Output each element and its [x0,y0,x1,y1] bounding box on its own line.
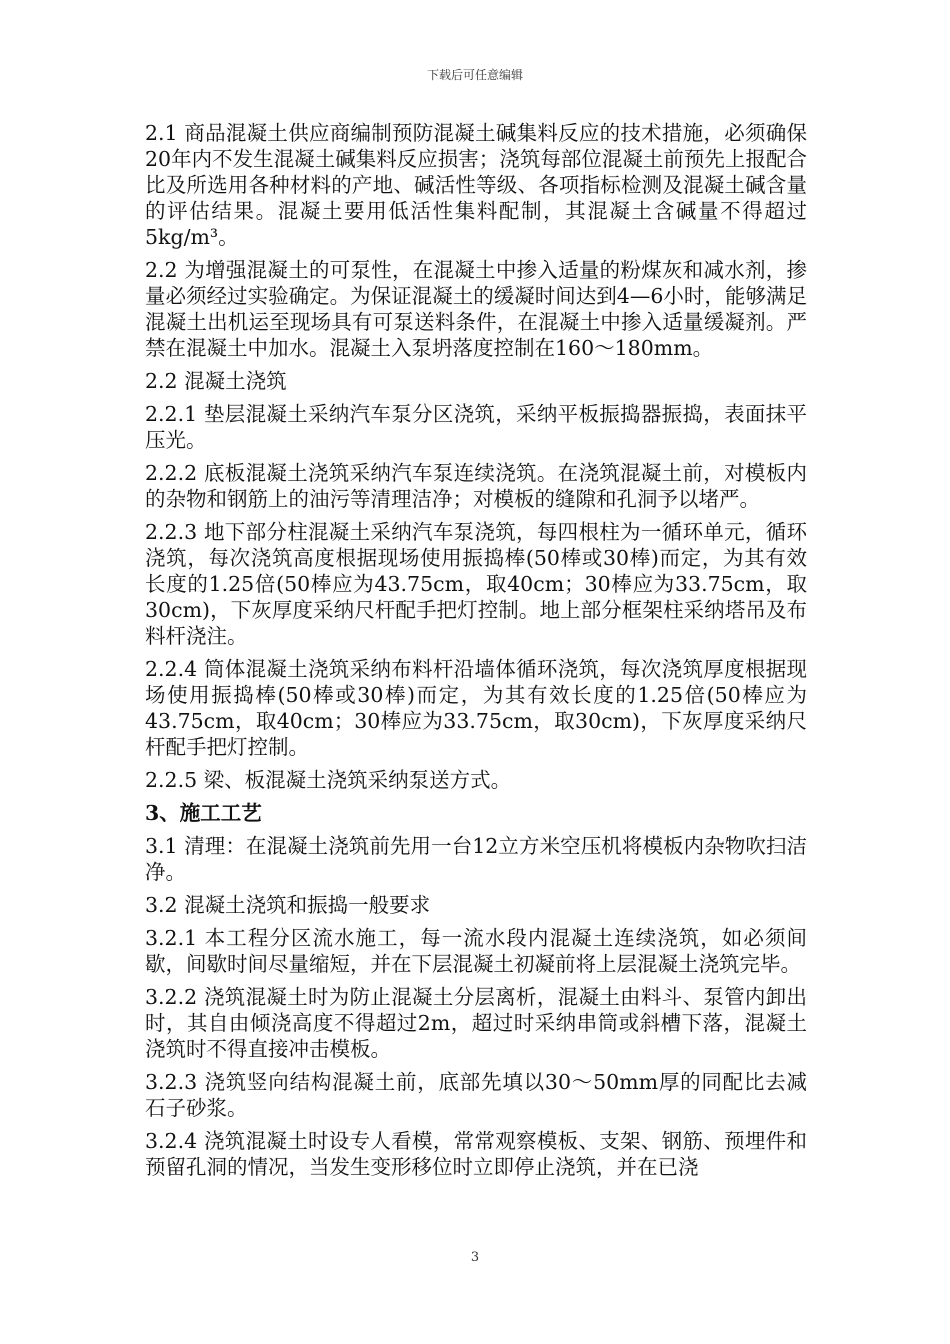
paragraph: 2.1 商品混凝土供应商编制预防混凝土碱集料反应的技术措施，必须确保20年内不发生混凝土碱集料反应损害；浇筑每部位混凝土前预先上报配合比及所选用各种材料的产地、碱活性等级、各项指标检测及混凝土碱含量的评估结果。混凝土要用低活性集料配制，其混凝土含碱量不得超过5kg/m³。 [145,121,807,249]
paragraph: 3.2.3 浇筑竖向结构混凝土前，底部先填以30～50mm厚的同配比去减石子砂浆。 [145,1070,807,1120]
paragraph: 2.2 为增强混凝土的可泵性，在混凝土中掺入适量的粉煤灰和减水剂，掺量必须经过实验确定。为保证混凝土的缓凝时间达到4—6小时，能够满足混凝土出机运至现场具有可泵送料条件，在混凝土中掺入适量缓凝剂。严禁在混凝土中加水。混凝土入泵坍落度控制在160～180mm。 [145,258,807,360]
page-number: 3 [470,1250,480,1265]
paragraph: 2.2.4 筒体混凝土浇筑采纳布料杆沿墙体循环浇筑，每次浇筑厚度根据现场使用振捣棒(50棒或30棒)而定，为其有效长度的1.25倍(50棒应为43.75cm，取40cm；30棒应为33.75cm，取30cm)，下灰厚度采纳尺杆配手把灯控制。 [145,657,807,759]
section-heading: 3、施工工艺 [145,801,262,825]
paragraph: 2.2.1 垫层混凝土采纳汽车泵分区浇筑，采纳平板振捣器振捣，表面抹平压光。 [145,402,807,452]
paragraph: 2.2.2 底板混凝土浇筑采纳汽车泵连续浇筑。在浇筑混凝土前，对模板内的杂物和钢筋上的油污等清理洁净；对模板的缝隙和孔洞予以堵严。 [145,461,807,511]
paragraph: 2.2 混凝土浇筑 [145,369,287,393]
page-header: 下载后可任意编辑 [426,68,523,82]
paragraph: 3.2 混凝土浇筑和振捣一般要求 [145,893,431,917]
paragraph: 2.2.5 梁、板混凝土浇筑采纳泵送方式。 [145,768,512,792]
document-body [145,120,807,1187]
paragraph: 3.2.2 浇筑混凝土时为防止混凝土分层离析，混凝土由料斗、泵管内卸出时，其自由倾浇高度不得超过2m，超过时采纳串筒或斜槽下落，混凝土浇筑时不得直接冲击模板。 [145,985,807,1061]
paragraph: 3.2.1 本工程分区流水施工，每一流水段内混凝土连续浇筑，如必须间歇，间歇时间尽量缩短，并在下层混凝土初凝前将上层混凝土浇筑完毕。 [145,926,807,976]
paragraph: 3.2.4 浇筑混凝土时设专人看模，常常观察模板、支架、钢筋、预埋件和预留孔洞的情况，当发生变形移位时立即停止浇筑，并在已浇 [145,1129,807,1179]
paragraph: 2.2.3 地下部分柱混凝土采纳汽车泵浇筑，每四根柱为一循环单元，循环浇筑，每次浇筑高度根据现场使用振捣棒(50棒或30棒)而定，为其有效长度的1.25倍(50棒应为43.75cm，取40cm；30棒应为33.75cm，取30cm)，下灰厚度采纳尺杆配手把灯控制。地上部分框架柱采纳塔吊及布料杆浇注。 [145,520,807,648]
paragraph: 3.1 清理：在混凝土浇筑前先用一台12立方米空压机将模板内杂物吹扫洁净。 [145,834,807,884]
